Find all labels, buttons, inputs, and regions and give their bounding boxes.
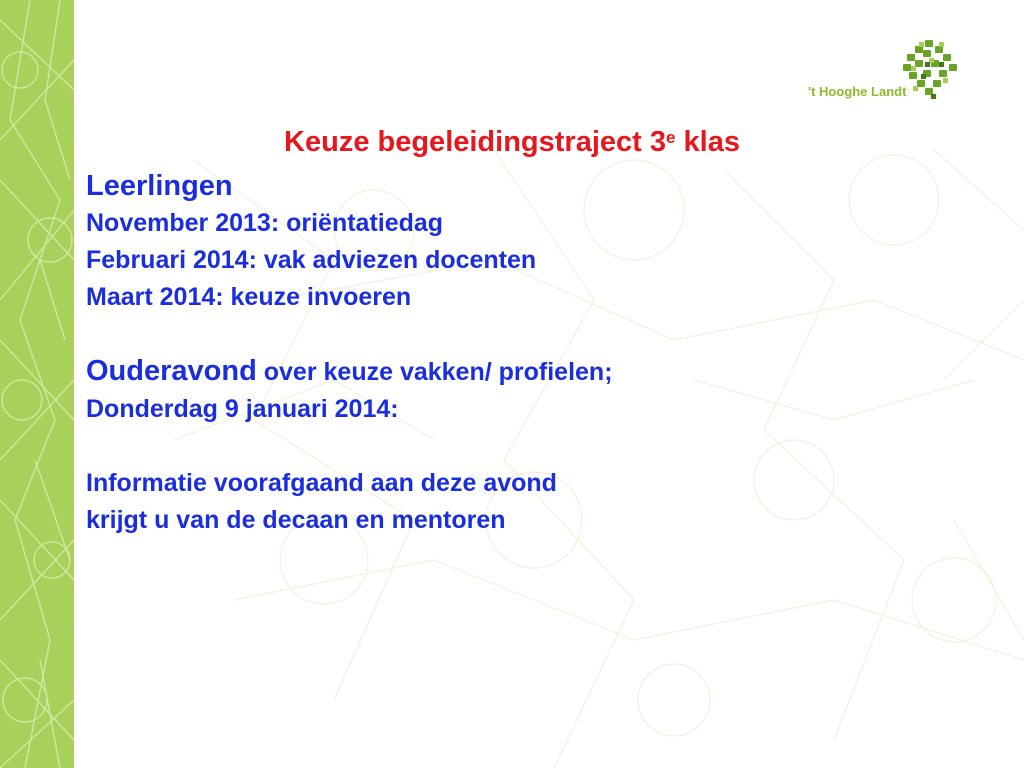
- logo-text: 't Hooghe Landt: [808, 84, 907, 99]
- ouderavond-date: Donderdag 9 januari 2014:: [86, 395, 399, 423]
- info-line-2: krijgt u van de decaan en mentoren: [86, 506, 506, 534]
- title-main: Keuze begeleidingstraject 3: [284, 126, 666, 158]
- title-superscript: e: [666, 128, 676, 147]
- school-logo: [800, 34, 970, 112]
- timeline-item-november: November 2013: oriëntatiedag: [86, 209, 444, 237]
- slide-title: [0, 126, 1024, 159]
- section-heading: Leerlingen: [86, 170, 233, 202]
- ouderavond-topic: over keuze vakken/ profielen;: [256, 358, 613, 386]
- tree-icon: [895, 34, 965, 106]
- ouderavond-line: [86, 353, 613, 391]
- timeline-item-februari: Februari 2014: vak adviezen docenten: [86, 246, 537, 274]
- slide-body: [86, 168, 613, 539]
- ouderavond-heading: Ouderavond: [86, 355, 257, 387]
- timeline-item-maart: Maart 2014: keuze invoeren: [86, 283, 412, 311]
- spacer: [86, 316, 613, 353]
- title-tail: klas: [675, 126, 740, 158]
- info-line-1: Informatie voorafgaand aan deze avond: [86, 469, 557, 497]
- spacer: [86, 428, 613, 465]
- left-green-band: [0, 0, 74, 768]
